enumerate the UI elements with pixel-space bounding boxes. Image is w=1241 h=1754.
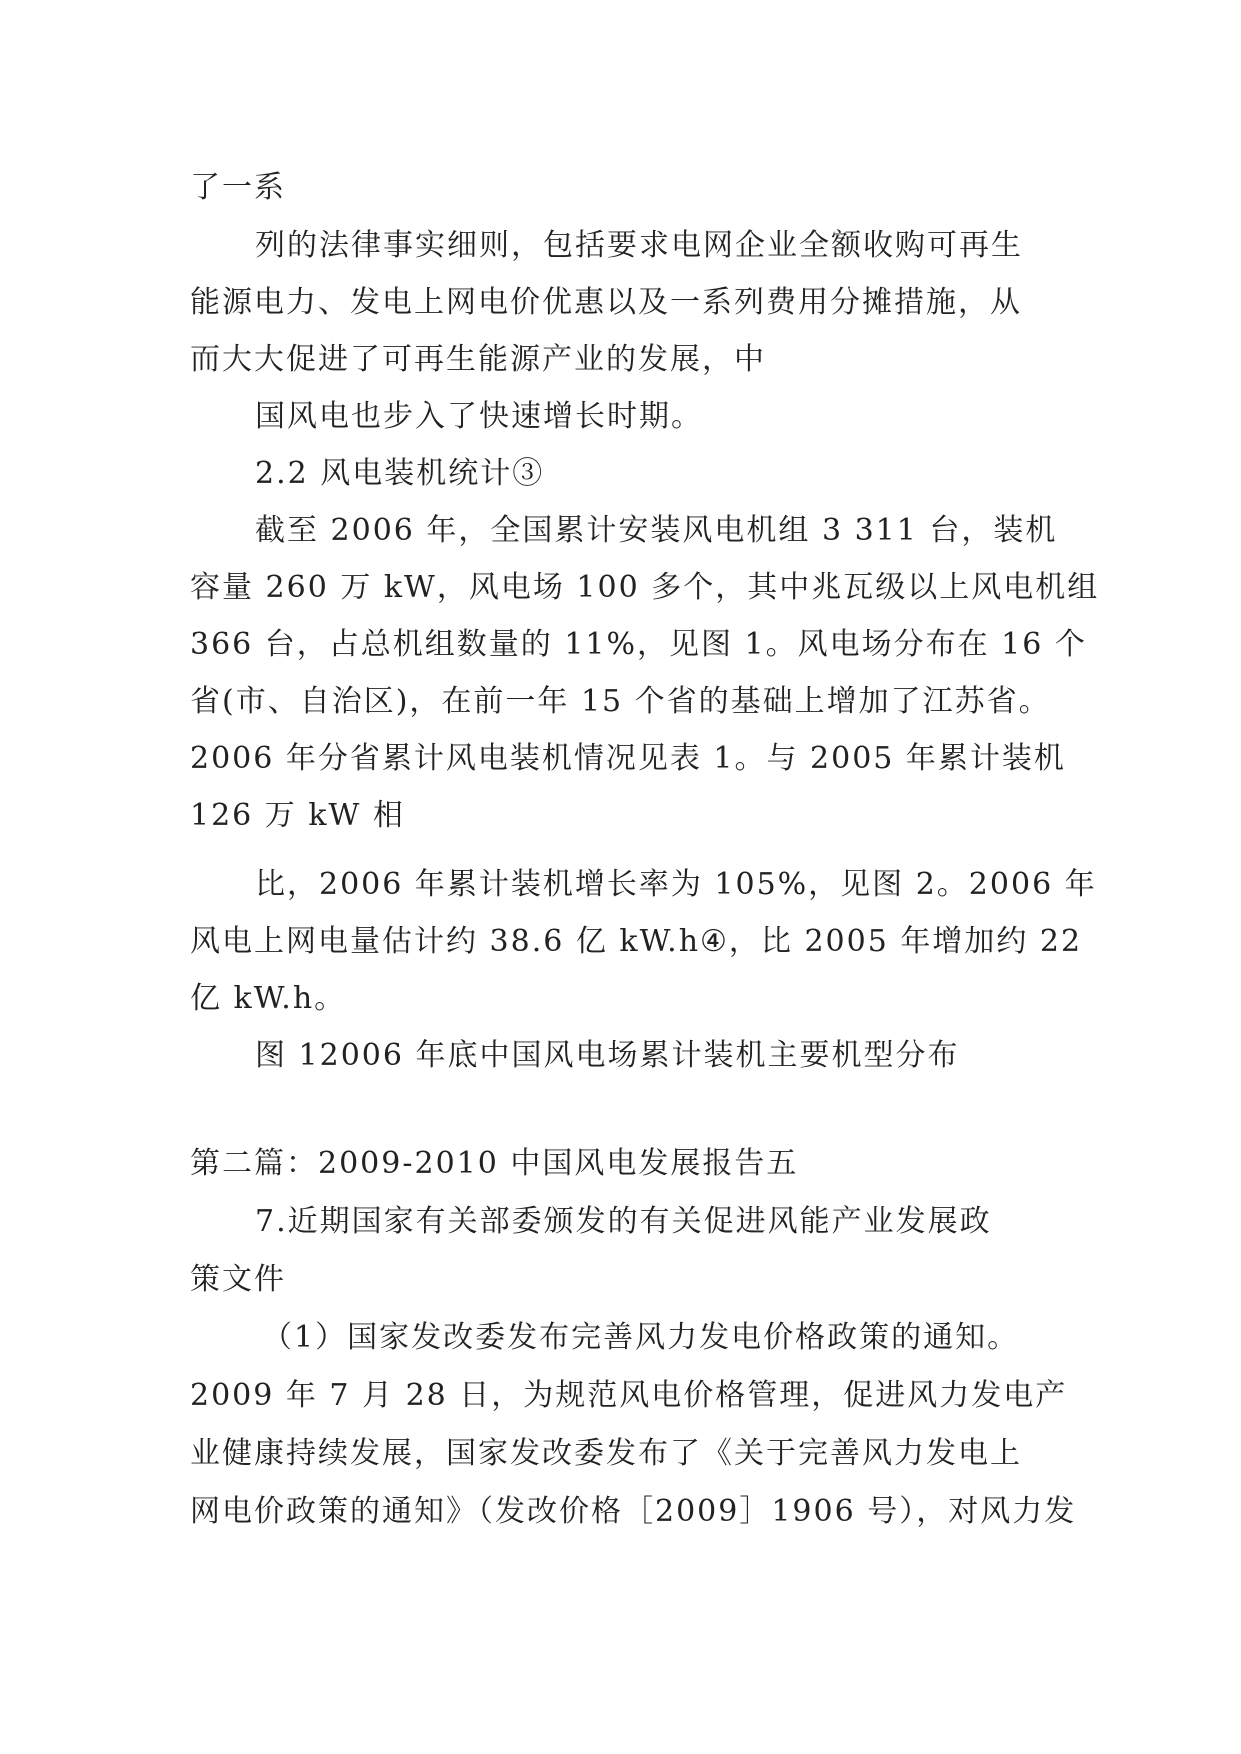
text-line: 比，2006 年累计装机增长率为 105%，见图 2。2006 年 — [255, 867, 1097, 902]
chapter-heading: 第二篇：2009-2010 中国风电发展报告五 — [190, 1146, 799, 1181]
text-line: 网电价政策的通知》（发改价格［2009］1906 号），对风力发 — [190, 1494, 1077, 1529]
text-line: 列的法律事实细则，包括要求电网企业全额收购可再生 — [255, 228, 1023, 263]
text-line: 国风电也步入了快速增长时期。 — [255, 399, 703, 434]
section-heading: 2.2 风电装机统计③ — [255, 456, 545, 491]
text-line: 截至 2006 年，全国累计安装风电机组 3 311 台，装机 — [255, 513, 1058, 548]
figure-caption: 图 12006 年底中国风电场累计装机主要机型分布 — [255, 1038, 960, 1073]
text-line: 126 万 kW 相 — [190, 798, 405, 833]
text-line: 2009 年 7 月 28 日，为规范风电价格管理，促进风力发电产 — [190, 1378, 1068, 1413]
text-line: 2006 年分省累计风电装机情况见表 1。与 2005 年累计装机 — [190, 741, 1066, 776]
text-line: 风电上网电量估计约 38.6 亿 kW.h④，比 2005 年增加约 22 — [190, 924, 1083, 959]
text-line: 366 台，占总机组数量的 11%，见图 1。风电场分布在 16 个 — [190, 627, 1087, 662]
text-line: 7.近期国家有关部委颁发的有关促进风能产业发展政 — [255, 1204, 992, 1239]
text-line: 容量 260 万 kW，风电场 100 多个，其中兆瓦级以上风电机组 — [190, 570, 1100, 605]
text-line: 了一系 — [190, 170, 286, 205]
text-line: 而大大促进了可再生能源产业的发展，中 — [190, 342, 766, 377]
text-line: 策文件 — [190, 1262, 286, 1297]
text-line: （1）国家发改委发布完善风力发电价格政策的通知。 — [262, 1320, 1020, 1355]
text-line: 省(市、自治区)，在前一年 15 个省的基础上增加了江苏省。 — [190, 684, 1051, 719]
text-line: 亿 kW.h。 — [190, 981, 347, 1016]
text-line: 业健康持续发展，国家发改委发布了《关于完善风力发电上 — [190, 1436, 1022, 1471]
text-line: 能源电力、发电上网电价优惠以及一系列费用分摊措施，从 — [190, 285, 1022, 320]
